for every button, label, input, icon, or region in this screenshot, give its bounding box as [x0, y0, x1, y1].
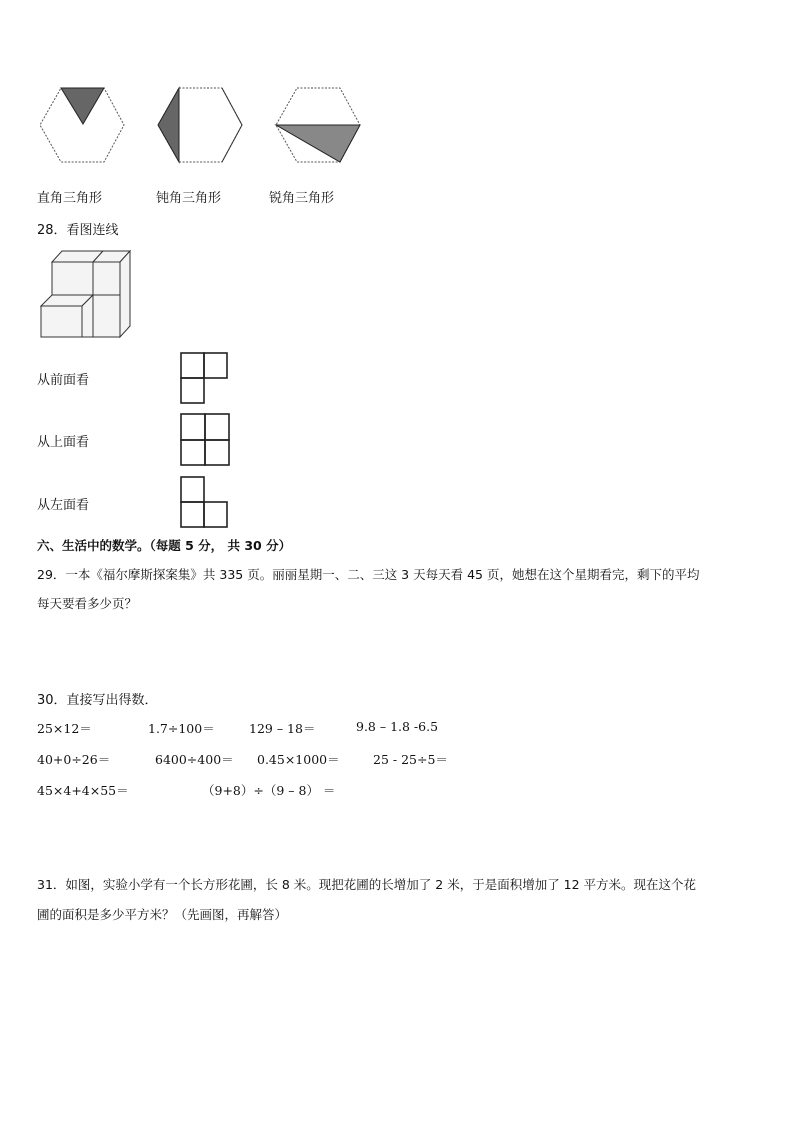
- calc-item: 9.8 – 1.8 -6.5: [356, 719, 439, 734]
- view-shape-3: [180, 476, 230, 532]
- calc-item: （9+8）÷（9 – 8） ＝: [202, 783, 336, 798]
- hexagon-right-triangle-figure: [38, 86, 128, 166]
- view-label-left: 从左面看: [37, 498, 90, 513]
- calc-item: 25×12＝: [37, 721, 92, 736]
- hexagon-obtuse-triangle-figure: [156, 86, 246, 166]
- cube-stack-figure: [38, 244, 138, 344]
- view-label-front: 从前面看: [37, 373, 90, 388]
- question-29-line-1: 29．一本《福尔摩斯探案集》共 335 页。丽丽星期一、二、三这 3 天每天看 45 页，她想在这个星期看完，剩下的平均: [37, 567, 700, 582]
- hexagon-label-right: 直角三角形: [37, 191, 103, 206]
- calc-item: 129 – 18＝: [249, 721, 316, 736]
- question-29-line-2: 每天要看多少页？: [37, 596, 138, 611]
- calc-item: 6400÷400＝: [155, 752, 234, 767]
- calc-item: 25 - 25÷5＝: [373, 752, 448, 767]
- question-28-title: 28．看图连线: [37, 223, 119, 238]
- calc-item: 1.7÷100＝: [148, 721, 215, 736]
- calc-item: 40+0÷26＝: [37, 752, 111, 767]
- hexagon-label-acute: 锐角三角形: [269, 191, 335, 206]
- calc-item: 45×4+4×55＝: [37, 783, 129, 798]
- question-31-line-1: 31．如图，实验小学有一个长方形花圃，长 8 米。现把花圃的长增加了 2 米，于是面积增加了 12 平方米。现在这个花: [37, 877, 697, 892]
- calc-item: 0.45×1000＝: [257, 752, 340, 767]
- question-31-line-2: 圃的面积是多少平方米？（先画图，再解答）: [37, 907, 288, 922]
- hexagon-label-obtuse: 钝角三角形: [156, 191, 222, 206]
- view-label-top: 从上面看: [37, 435, 90, 450]
- question-30-title: 30．直接写出得数．: [37, 693, 158, 708]
- view-shape-1: [180, 352, 230, 408]
- hexagon-acute-triangle-figure: [274, 86, 364, 166]
- section-6-heading: 六、生活中的数学。（每题 5 分， 共 30 分）: [37, 538, 292, 553]
- view-shape-2: [180, 413, 232, 469]
